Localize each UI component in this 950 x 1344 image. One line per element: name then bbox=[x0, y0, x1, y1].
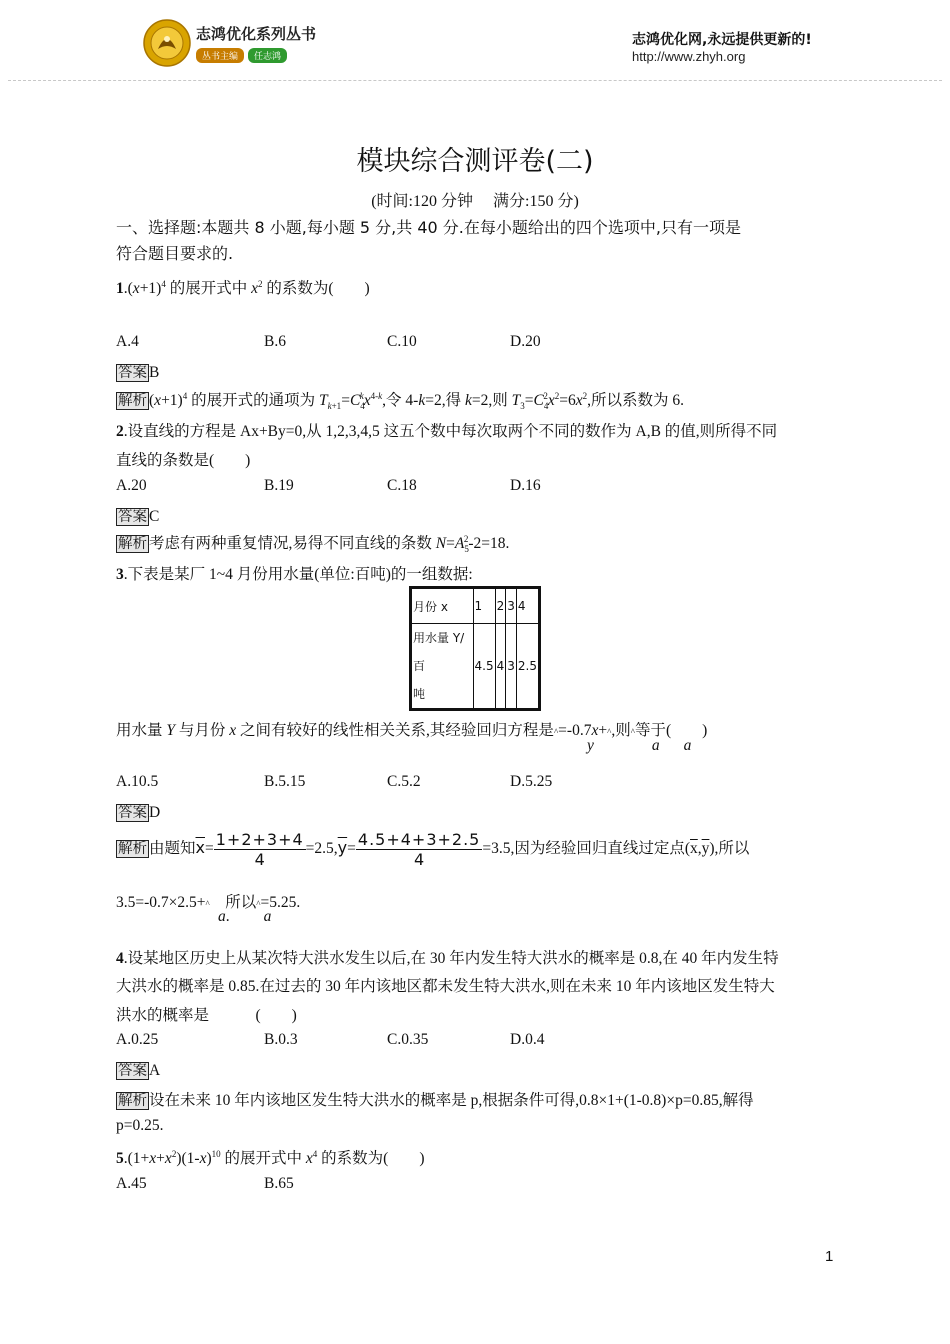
q4-stem: 4.设某地区历史上从某次特大洪水发生以后,在 30 年内发生特大洪水的概率是 0.8,在 40 年内发生特 bbox=[116, 950, 779, 967]
q1-answer bbox=[116, 361, 159, 382]
q2-answer-value: C bbox=[149, 508, 160, 525]
table-cell: 3 bbox=[506, 588, 517, 624]
section-heading-line1: 一、选择题:本题共 8 小题,每小题 5 分,共 40 分.在每小题给出的四个选项中,只有一项是 bbox=[116, 218, 741, 237]
q1-option-a: A.4 bbox=[116, 333, 139, 350]
fraction-mean-y bbox=[356, 830, 482, 869]
q1-stem: $1.(x+1)^4$ 的展开式中 $x^2$ 的系数为( ) bbox=[116, 279, 370, 297]
q2-stem: 2.设直线的方程是 Ax+By=0,从 1,2,3,4,5 这五个数中每次取两个不同的数作为 A,B 的值,则所得不同 bbox=[116, 423, 778, 440]
editor-badge bbox=[196, 46, 287, 64]
q3-answer bbox=[116, 801, 160, 822]
q1-analysis: 解析 $(x+1)^4$ 的展开式的通项为 $T_{k+1}=C_4^kx^{4-k}$,令 4-k=2,得 k=2,则 $T_3=C_4^2x^2=6x^2$,所以系数为 6. bbox=[118, 391, 685, 412]
q5-option-a: A.45 bbox=[116, 1175, 147, 1192]
q3-answer-value: D bbox=[149, 804, 161, 821]
q5-option-b: B.65 bbox=[264, 1175, 294, 1192]
analysis-tag: 解析 bbox=[118, 536, 147, 552]
table-header-month: 月份 x bbox=[411, 588, 474, 624]
answer-tag: 答案 bbox=[118, 805, 147, 821]
fraction-mean-x bbox=[214, 830, 306, 869]
q4-number: 4 bbox=[116, 950, 124, 967]
table-cell: 3 bbox=[506, 624, 517, 710]
q3-analysis: 解析 由题知$\overline{x}=$ $\frac{1+2+3+4}{4}$ $=2.5,\overline{y}=$ $\frac{4.5+4+3+2.5}{4}$ =3.5,因为经验回归直线过定点$(\overline{x},\overline{y})$,所以 bbox=[118, 830, 750, 869]
q2-option-b: B.19 bbox=[264, 477, 294, 494]
q2-option-a: A.20 bbox=[116, 477, 147, 494]
q2-number: 2 bbox=[116, 423, 124, 440]
fraction-denominator: 4 bbox=[254, 850, 265, 869]
table-row bbox=[411, 588, 540, 624]
q4-option-a: A.0.25 bbox=[116, 1031, 159, 1048]
series-logo bbox=[143, 19, 191, 67]
page-title: 模块综合测评卷(二) bbox=[356, 146, 594, 177]
q2-stem-line2: 直线的条数是( ) bbox=[116, 452, 251, 469]
page-number: 1 bbox=[825, 1248, 834, 1265]
q4-answer-value: A bbox=[149, 1062, 161, 1079]
q1-option-c: C.10 bbox=[387, 333, 417, 350]
usage-label-part2: 吨 bbox=[413, 687, 426, 701]
usage-label-part1: 用水量 Y/百 bbox=[413, 631, 465, 673]
q2-option-d: D.16 bbox=[510, 477, 541, 494]
q3-option-b: B.5.15 bbox=[264, 773, 306, 790]
section-heading-line2: 符合题目要求的. bbox=[116, 244, 234, 263]
water-usage-table bbox=[409, 586, 541, 711]
q4-stem-line1: 设某地区历史上从某次特大洪水发生以后,在 30 年内发生特大洪水的概率是 0.8,在 40 年内发生特 bbox=[127, 950, 779, 967]
q2-answer bbox=[116, 505, 159, 526]
answer-tag: 答案 bbox=[118, 1063, 147, 1079]
q3-question: 用水量 Y 与月份 x 之间有较好的线性相关关系,其经验回归方程是^=-0.7x+^,则^等于( ) bbox=[116, 722, 708, 739]
q3-option-d: D.5.25 bbox=[510, 773, 553, 790]
q3-option-a: A.10.5 bbox=[116, 773, 159, 790]
q2-stem-line1: 设直线的方程是 Ax+By=0,从 1,2,3,4,5 这五个数中每次取两个不同的数作为 A,B 的值,则所得不同 bbox=[127, 423, 778, 440]
q1-option-b: B.6 bbox=[264, 333, 286, 350]
fraction-denominator: 4 bbox=[414, 850, 425, 869]
q4-option-b: B.0.3 bbox=[264, 1031, 298, 1048]
q2-analysis: 解析 考虑有两种重复情况,易得不同直线的条数 $N=A_5^2-2=18$. bbox=[118, 534, 510, 555]
table-header-usage bbox=[411, 624, 474, 710]
q4-option-d: D.0.4 bbox=[510, 1031, 545, 1048]
editor-label: 丛书主编 bbox=[196, 48, 244, 63]
exam-info: (时间:120 分钟 满分:150 分) bbox=[371, 193, 579, 210]
q5-stem: $5.(1+x+x^2)(1-x)^{10}$ 的展开式中 $x^4$ 的系数为( ) bbox=[116, 1149, 425, 1167]
fraction-numerator: 1+2+3+4 bbox=[215, 830, 304, 849]
table-cell: 4.5 bbox=[473, 624, 495, 710]
q4-analysis-line1: 设在未来 10 年内该地区发生特大洪水的概率是 p,根据条件可得,0.8×1+(1-0.8)×p=0.85,解得 bbox=[149, 1092, 754, 1109]
q1-answer-value: B bbox=[149, 364, 160, 381]
q3-number: 3 bbox=[116, 566, 124, 583]
q4-option-c: C.0.35 bbox=[387, 1031, 429, 1048]
table-row bbox=[411, 624, 540, 710]
q3-intro: 下表是某厂 1~4 月份用水量(单位:百吨)的一组数据: bbox=[127, 566, 473, 583]
fraction-numerator: 4.5+4+3+2.5 bbox=[357, 830, 481, 849]
q3-stem: 3.下表是某厂 1~4 月份用水量(单位:百吨)的一组数据: bbox=[116, 566, 473, 583]
q3-analysis-cont: 3.5=-0.7×2.5+^ 所以^=5.25. bbox=[116, 894, 301, 911]
q3-hat-symbols-2: a. a bbox=[218, 908, 272, 925]
q4-analysis-line2: p=0.25. bbox=[116, 1117, 164, 1134]
q4-stem-line2: 大洪水的概率是 0.85.在过去的 30 年内该地区都未发生特大洪水,则在未来 10 年内该地区发生特大 bbox=[116, 978, 775, 995]
table-cell: 4 bbox=[516, 588, 539, 624]
analysis-tag: 解析 bbox=[118, 393, 147, 409]
table-cell: 4 bbox=[495, 624, 506, 710]
header-divider bbox=[8, 80, 942, 81]
header-slogan: 志鸿优化网,永远提供更新的! bbox=[632, 32, 812, 48]
q1-number: 1 bbox=[116, 280, 124, 297]
q4-answer bbox=[116, 1059, 160, 1080]
table-cell: 2 bbox=[495, 588, 506, 624]
q3-hat-symbols: y a a bbox=[587, 737, 692, 754]
editor-name: 任志鸿 bbox=[248, 48, 287, 63]
answer-tag: 答案 bbox=[118, 509, 147, 525]
table-cell: 1 bbox=[473, 588, 495, 624]
q5-number: 5 bbox=[116, 1150, 124, 1167]
q4-stem-line3: 洪水的概率是 ( ) bbox=[116, 1007, 297, 1024]
section-heading bbox=[116, 215, 836, 267]
answer-tag: 答案 bbox=[118, 365, 147, 381]
q3-option-c: C.5.2 bbox=[387, 773, 421, 790]
header-url[interactable]: http://www.zhyh.org bbox=[632, 49, 746, 64]
analysis-tag: 解析 bbox=[118, 1093, 147, 1109]
table-cell: 2.5 bbox=[516, 624, 539, 710]
q4-analysis bbox=[116, 1088, 754, 1110]
q1-option-d: D.20 bbox=[510, 333, 541, 350]
analysis-tag: 解析 bbox=[118, 841, 147, 858]
series-title: 志鸿优化系列丛书 bbox=[196, 25, 317, 43]
q2-option-c: C.18 bbox=[387, 477, 417, 494]
